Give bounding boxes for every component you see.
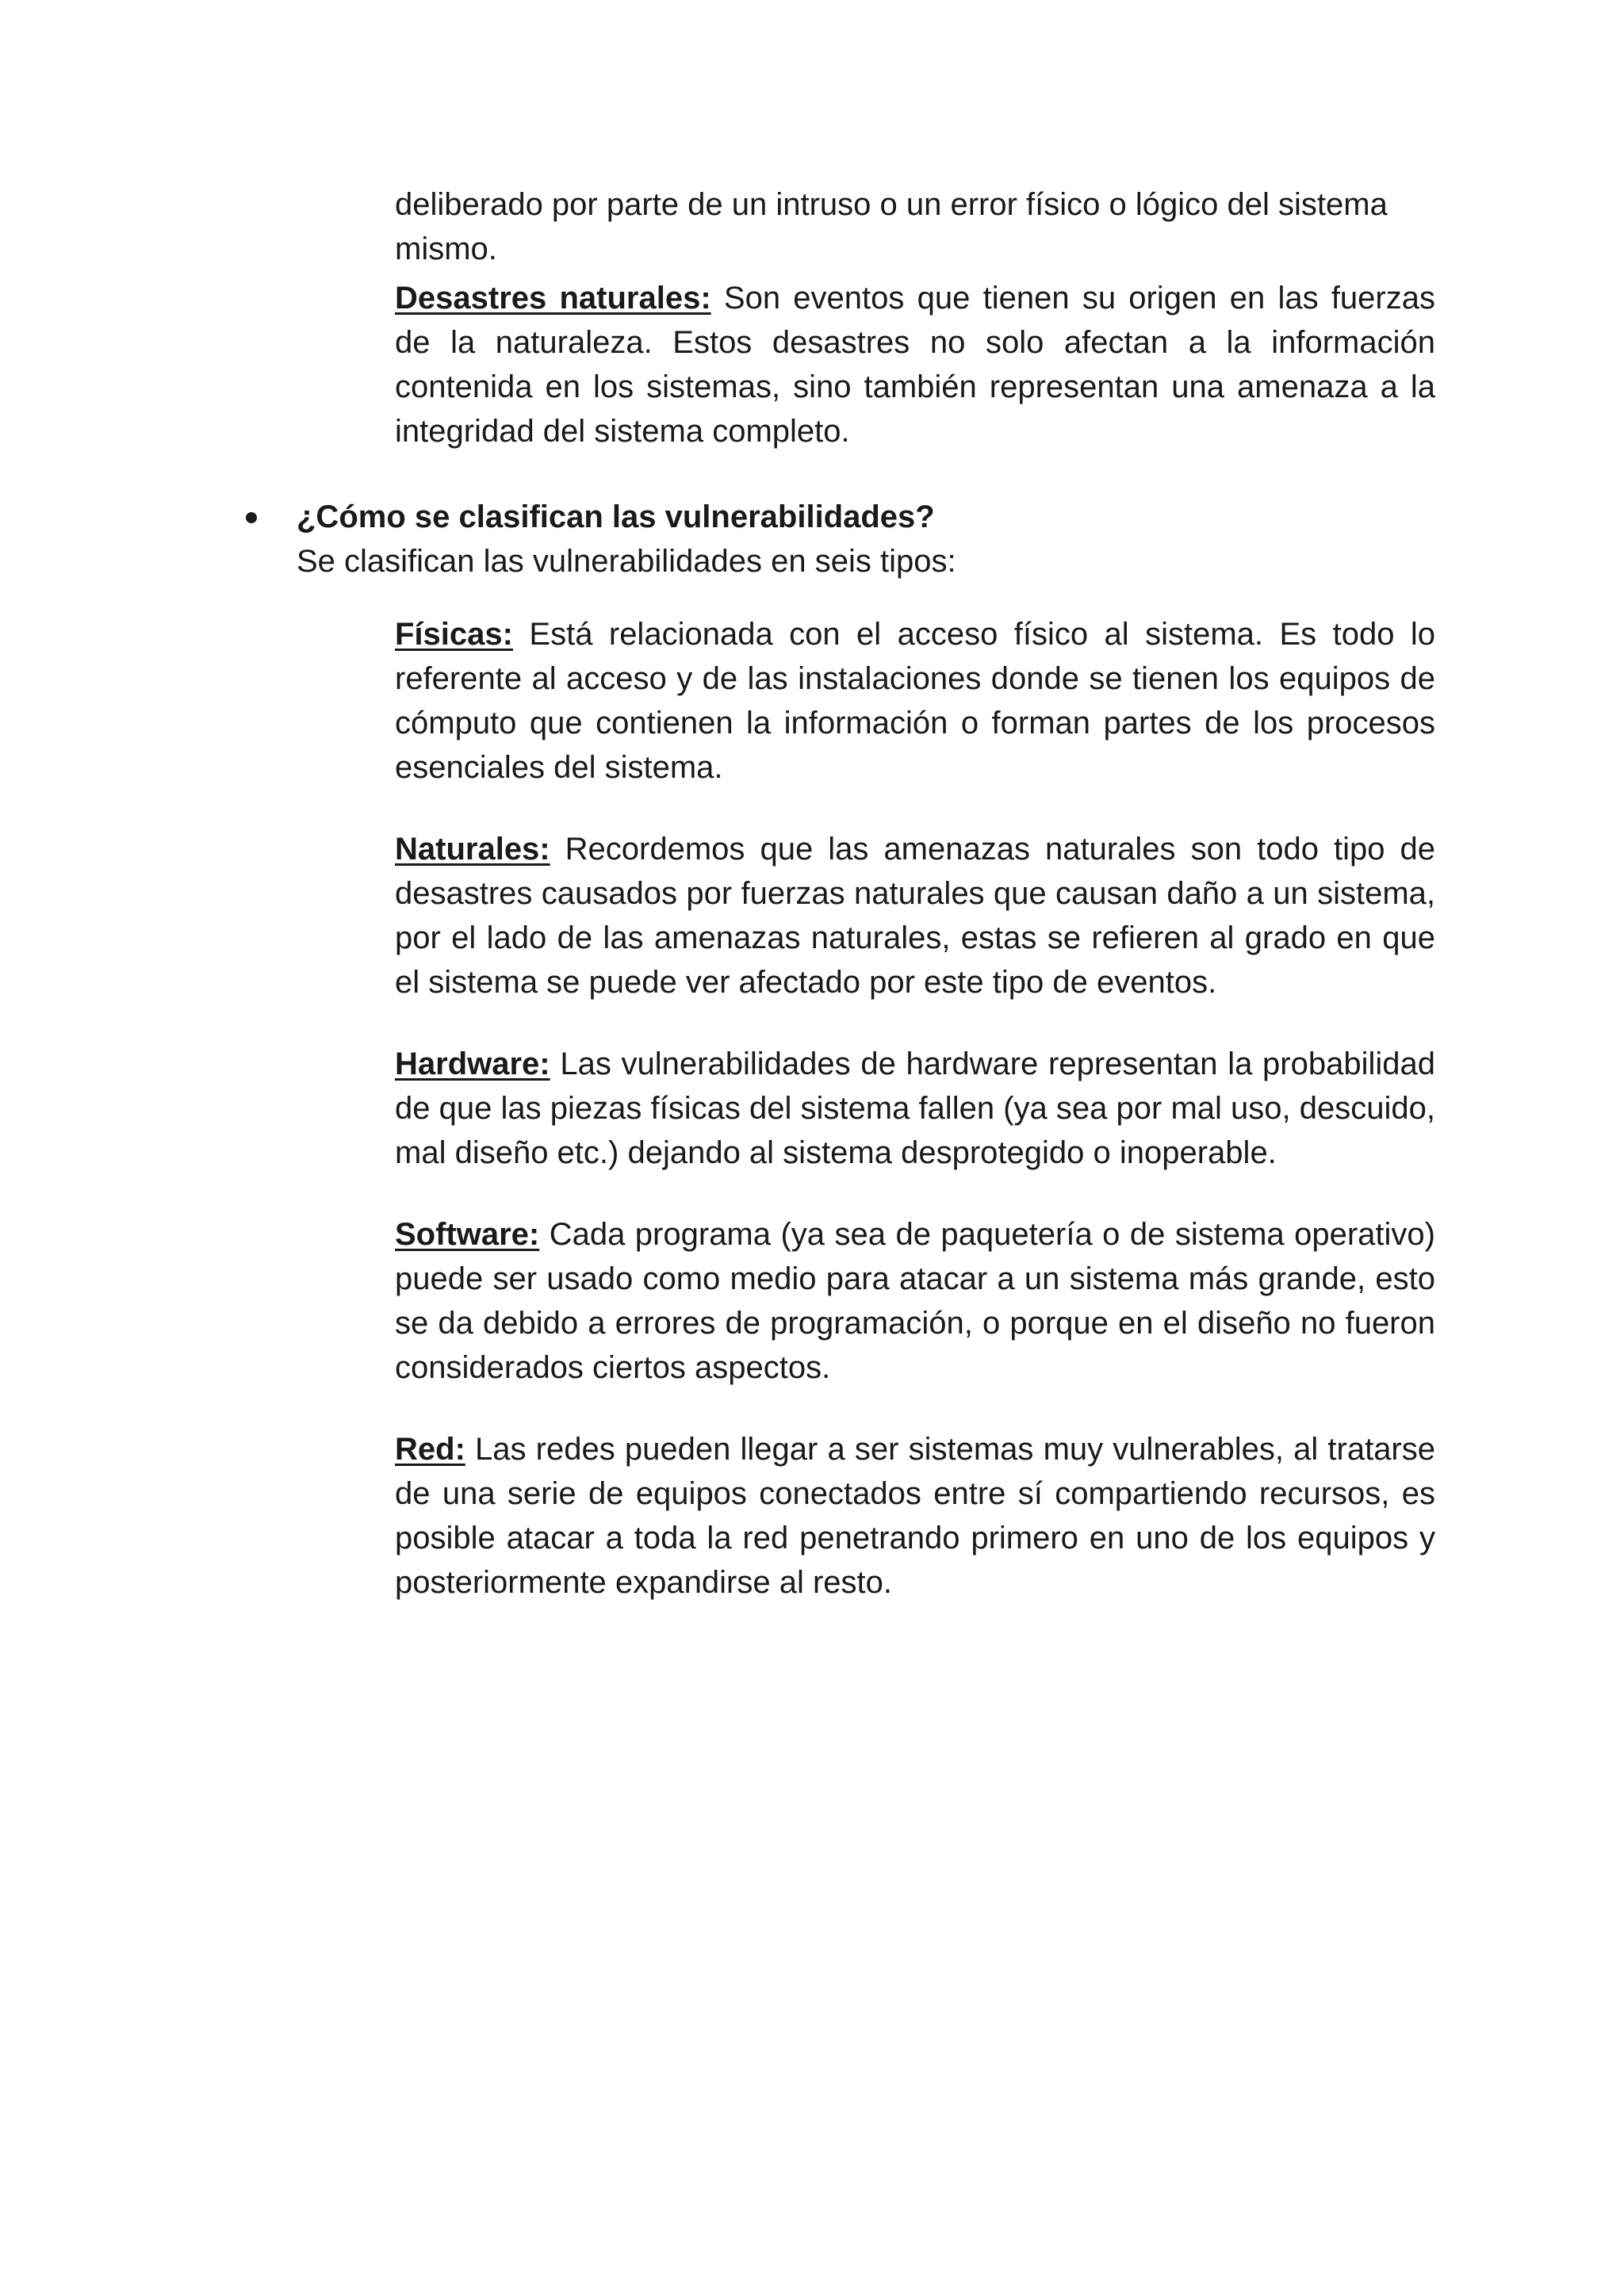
desastres-naturales-text: Son eventos que tienen su origen en las fuerzas de la naturaleza. Estos desastres no solo afectan a la información contenida en los sistemas, sino también representan una amenaza a la integridad del sistema completo. — [395, 281, 1435, 449]
type-software-paragraph — [395, 1212, 1435, 1390]
type-fisicas-paragraph — [395, 612, 1435, 790]
type-fisicas-text: Está relacionada con el acceso físico al sistema. Es todo lo referente al acceso y de las instalaciones donde se tienen los equipos de cómputo que contienen la información o forman partes de los procesos esenciales del sistema. — [395, 617, 1435, 785]
type-fisicas-term: Físicas: — [395, 617, 513, 652]
question-heading: ¿Cómo se clasifican las vulnerabilidades? — [297, 499, 935, 534]
question-intro: Se clasifican las vulnerabilidades en seis tipos: — [297, 544, 956, 579]
type-hardware-term: Hardware: — [395, 1047, 550, 1081]
type-naturales-term: Naturales: — [395, 832, 550, 867]
type-red-paragraph — [395, 1427, 1435, 1605]
type-naturales-text: Recordemos que las amenazas naturales son todo tipo de desastres causados por fuerzas naturales que causan daño a un sistema, por el lado de las amenazas naturales, estas se refieren al grado en que el sistema se puede ver afectado por este tipo de eventos. — [395, 832, 1435, 1000]
type-software-text: Cada programa (ya sea de paquetería o de sistema operativo) puede ser usado como medio para atacar a un sistema más grande, esto se da debido a errores de programación, o porque en el diseño no fueron considerados ciertos aspectos. — [395, 1217, 1435, 1385]
type-software-term: Software: — [395, 1217, 540, 1252]
continuation-paragraph: deliberado por parte de un intruso o un error físico o lógico del sistema mismo. — [395, 187, 1388, 266]
type-hardware-paragraph — [395, 1042, 1435, 1175]
type-hardware-text: Las vulnerabilidades de hardware representan la probabilidad de que las piezas físicas del sistema fallen (ya sea por mal uso, descuido, mal diseño etc.) dejando al sistema desprotegido o inoperable. — [395, 1047, 1435, 1170]
type-red-term: Red: — [395, 1432, 465, 1467]
type-red-text: Las redes pueden llegar a ser sistemas muy vulnerables, al tratarse de una serie de equipos conectados entre sí compartiendo recursos, es posible atacar a toda la red penetrando primero en uno de los equipos y posteriormente expandirse al resto. — [395, 1432, 1435, 1600]
type-naturales-paragraph — [395, 827, 1435, 1004]
desastres-naturales-paragraph — [395, 276, 1435, 453]
desastres-naturales-term: Desastres naturales: — [395, 281, 711, 316]
vulnerability-types-list — [395, 612, 1435, 1642]
bullet-icon — [246, 512, 257, 523]
top-section — [395, 182, 1435, 453]
